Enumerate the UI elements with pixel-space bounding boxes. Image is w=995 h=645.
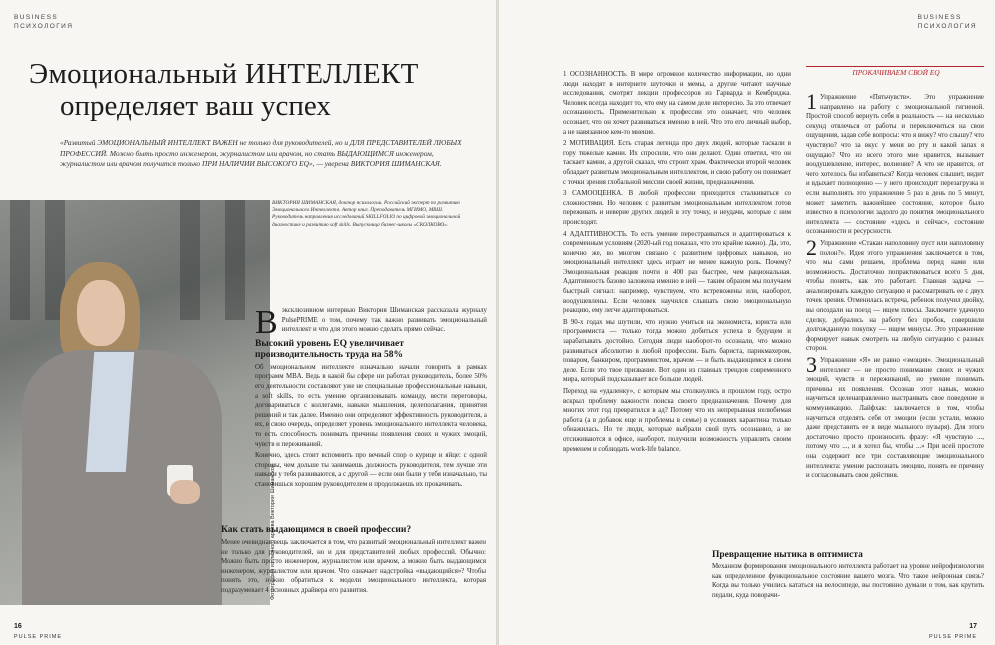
body-paragraph: В 90-х годах мы шутили, что нужно учиться на экономиста, юриста или программиста — только тогда можно добиться успеха в будущем и зарабатывать достойно. Сегодня люди наоборот-то осознали, что можно развиваться абсолютно в любой профессии. Быть бариста, парикмахером, поваром, банкиром, программистом, врачом — и быть выдающимся в своем деле. Если это твое призвание. Вот один из главных трендов современного мира, который подсказывает все больше людей. (563, 318, 791, 384)
building-column (180, 200, 200, 320)
page-number-right: 17 (969, 623, 977, 630)
intro-paragraph: эксклюзивном интервью Виктория Шиманская рассказала журналу PulsePRIME о том, почему так важно развивать эмоциональный интеллект и что для этого можно сделать прямо сейчас. (281, 307, 487, 334)
article-title-line-1: Эмоциональный ИНТЕЛЛЕКТ (29, 58, 419, 90)
portrait-shirt (86, 352, 134, 472)
left-page (0, 0, 496, 645)
section-label (14, 13, 73, 31)
body-paragraph: Механизм формирования эмоционального интеллекта работает на уровне нейрофизиологии как определенное функциональное состояние вашего мозга. Что такое нейронная связь? Когда вы только учились кататься на велосипеде, вы постоянно думали о том, как крутить педали, куда поворачи- (712, 563, 984, 599)
section-psychology: ПСИХОЛОГИЯ (917, 23, 977, 30)
section-label (918, 13, 977, 31)
building-column (225, 200, 245, 320)
exercise-i-not-emotion: Упражнение «Я» не равно «эмоция». Эмоциональный интеллект — не просто понимание своих и чужих эмоций, чувств и переживаний, но умение понимать причины их появления. Осознав этот навык, можно научиться целенаправленно выстраивать свое поведение и коммуникацию. Лайфхак: заключается в том, чтобы научиться отделять себя от эмоции (если устали, можно даже представить ее в виде мыльного пузыря). Для этого достаточно просто произносить фразу: «Я чувствую ..., потому что ..., и я хотел бы, чтобы ...» При всей простоте она содержит все три составляющие эмоционального интеллекта: умение распознать эмоцию, понять ее причину и согласовывать свои действия. (806, 357, 984, 480)
driver-awareness: 1 ОСОЗНАННОСТЬ. В мире огромное количество информации, но одни люди находят в интернете шуточки и мемы, а другие читают научные исследования, смотрят лекции профессоров из Гарварда и Кембриджа. Человек всегда находит то, что ему на самом деле интересно. За это отвечает осознанность. Применительно к профессии это означает, что человек осознает, что он хочет развиваться именно в ней. Что это его личный выбор, а не навязанное кем-то мнение. (563, 71, 791, 136)
sidebar-exercises (806, 93, 984, 543)
brand-left: PULSE PRIME (14, 634, 62, 640)
article-lead: «Развитый ЭМОЦИОНАЛЬНЫЙ ИНТЕЛЛЕКТ ВАЖЕН не только для руководителей, но и ДЛЯ ПРЕДСТАВИТЕЛЕЙ ЛЮБЫХ ПРОФЕССИЙ. Можно быть просто инженером, журналистом или врачом, но стать ВЫДАЮЩИМСЯ инженером, журналистом или врачом получится только ПРИ НАЛИЧИИ ВЫСОКОГО EQ», — уверена ВИКТОРИЯ ШИМАНСКАЯ. (60, 138, 462, 169)
exercise-number: 1 (806, 93, 817, 114)
driver-self-esteem: 3 САМООЦЕНКА. В любой профессии приходится сталкиваться со сложностями. Но человек с развитым эмоциональным интеллектом готов переживать и неверие других людей в эту точку, и неудачи, которые с ним происходят. (563, 190, 791, 226)
article-title-line-2: определяет ваш успех (60, 90, 331, 122)
photo-caption: ВИКТОРИЯ ШИМАНСКАЯ, доктор психологии. Российский эксперт по развитию Эмоционального Интеллекта. Автор книг. Преподаватель МГИМО, МВШ. Руководитель направления исследований SKILLFOLIO по цифровой эмоциональной диагностике и развитию soft skills. Выпускница бизнес-школы «СКОЛКОВО». (272, 200, 461, 228)
body-paragraph: Конечно, здесь стоит вспомнить про вечный спор о курице и яйце: с одной стороны, чем дольше ты занимаешь должность руководителя, тем лучше эти навыки у тебя развиваются, а с другой — если они были у тебя изначально, ты становишься хорошим руководителем и продолжаешь их прокачивать. (255, 452, 487, 488)
sidebar-rule (806, 66, 984, 67)
exercise-five-senses: Упражнение «Пятьчувств». Это упражнение направлено на работу с эмоциональной гигиеной. Простой способ вернуть себя в реальность — на несколько секунд отвлечься от работы и переключиться на свои ощущения, задав себе вопросы: что я вижу? что слышу? что чувствую? что за вкус у меня во рту и какой запах я ощущаю? Что из всего этого мне нравится, вызывает воодушевление, интерес, волнение? А что не нравится, от чего хотелось бы избавиться? Когда человек слышит, видит и вдыхает полноценно — у него происходит перезагрузка и если выполнять это упражнение 5 раз в день по 5 минут, может заметить важнейшее состояние, которое было известно в психологии задолго до понятия эмоционального интеллекта — состояние «здесь и сейчас», состояние осознанности и ресурсности. (806, 94, 984, 236)
sidebar-title: ПРОКАЧИВАЕМ СВОЙ EQ (852, 68, 940, 77)
portrait-hand (170, 480, 200, 504)
exercise-glass-half: Упражнение «Стакан наполовину пуст или наполовину полон?». Идея этого упражнения заключается в том, что мы сами решаем, проблема перед нами или возможность. Достаточно попрактиковаться всего 5 дня, чтобы понять, как это работает. Главная задача — анализировать каждую ситуацию и рассматривать ее с двух точек зрения. Отменилась встреча, ребенок получил двойку, вы опоздали на поезд — ищем плюсы. Заключите удачную сделку, добрались на работу без пробок, совершили долгожданную покупку — ищем минусы. Это упражнение формирует навык смотреть на любую ситуацию с разных сторон. (806, 239, 984, 353)
section-psychology: ПСИХОЛОГИЯ (14, 23, 74, 30)
driver-motivation: 2 МОТИВАЦИЯ. Есть старая легенда про двух людей, которые таскали в гору тяжелые камни. Их спросили, что они делают. Один ответил, что он таскает камни, а другой сказал, что строит храм. Фактически второй человек обладает развитым эмоциональным интеллектом, и свою работу он понимает с точки зрения глобальной миссии своей жизни, предназначения. (563, 140, 791, 186)
subhead-outstanding: Как стать выдающимся в своей профессии? (221, 525, 412, 535)
section-business: BUSINESS (14, 14, 59, 21)
driver-adaptivity: 4 АДАПТИВНОСТЬ. То есть умение перестраиваться и адаптироваться к современным условиям (2020-ый год показал, что это крайне важно). Да, это, конечно же, во многом связано с развитием цифровых навыков, но эмоциональный интеллект здесь играет не менее важную роль. Почему? Эмоциональная реакция почти в 400 раз быстрее, чем рациональная. Адаптивность базово заложена именно в ней — таким образом мы получаем быстрый сигнал: например, чувствуем, что встревожены или, наоборот, воодушевлены. Если человек научился слышать свою эмоциональную реакцию, ему легче адаптироваться. (563, 230, 791, 315)
exercise-number: 3 (806, 352, 817, 378)
body-paragraph: Об эмоциональном интеллекте изначально начали говорить в рамках программ MBA. Ведь в какой бы сфере ни работал руководитель, более 50% его деятельности составляют уже не специальные профессиональные навыки, а soft skills, то есть умение организовывать команду, вести переговоры, договариваться с коллегами, навыки мышления, целеполагания, принятия решений и так далее. Именно они определяют эффективность руководителя, а их, в свою очередь, определяет уровень эмоционального интеллекта человека, то есть способность понимать причины появления своих и чужих эмоций, чувств и переживаний. (255, 363, 487, 448)
middle-column-text (563, 70, 791, 610)
photo-credit: Фотография из личного архива Виктории Шиманской (270, 464, 276, 600)
section-business: BUSINESS (917, 14, 962, 21)
body-paragraph: Переход на «удаленку», с которым мы столкнулись в прошлом году, остро вскрыл проблему важности поиска своего предназначения. Почему для многих этот год превратился в ад? Потому что их непрерывная нелюбимая работа (а в добавок еще и проблемы в семье) в условиях карантина только обнажилась. Но те люди, которые выбрали свой путь осознанно, а не отсиживаются в офисе, наоборот, получили возможность управлять своим временем и соблюдать work-life balance. (563, 388, 791, 453)
brand-right: PULSE PRIME (929, 634, 977, 640)
portrait-face (77, 280, 125, 346)
body-paragraph: Менее очевидная вещь заключается в том, что развитый эмоциональный интеллект важен не только для руководителей, но и для представителей любых профессий. Обычно: Можно быть просто инженером, журналистом или врачом, а можно быть выдающимся инженером, журналистом или врачом. Что означает надстройка «выдающийся»? Чтобы понять это, нужно обратиться к модели эмоционального интеллекта, которая подразумевает 4 основных драйвера его развития. (221, 539, 486, 594)
subhead-eq-productivity: Высокий уровень EQ увеличивает производительность труда на 58% (255, 338, 404, 360)
page-number-left: 16 (14, 623, 22, 630)
dropcap: В (255, 306, 278, 341)
building-column (10, 200, 30, 320)
exercise-number: 2 (806, 234, 817, 260)
subhead-optimist: Превращение нытика в оптимиста (712, 550, 863, 560)
